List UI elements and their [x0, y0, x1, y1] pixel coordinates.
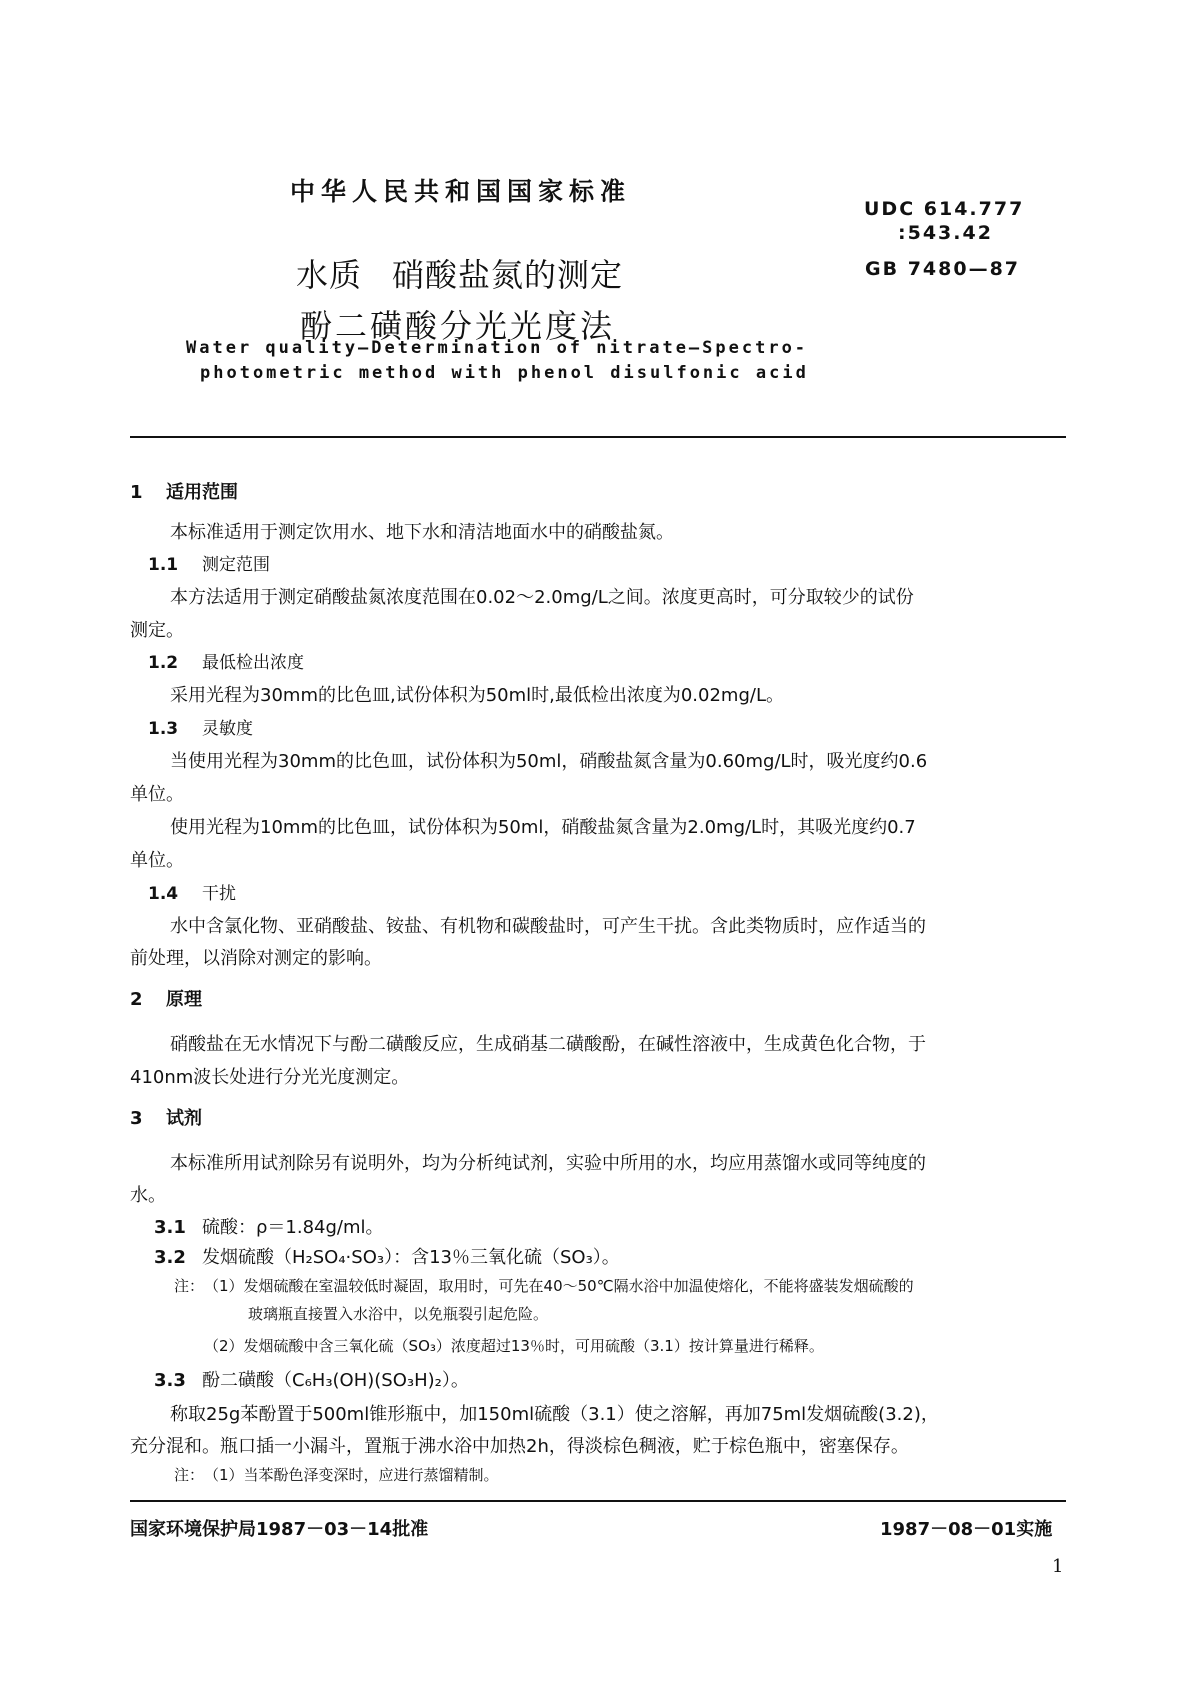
subsection-1-1-heading [148, 550, 270, 575]
subsection-number: 1.2 [148, 653, 179, 673]
section-3-heading [130, 1104, 202, 1130]
implementation-date: 1987－08－01实施 [880, 1519, 1053, 1540]
subsection-1-2-text: 采用光程为30mm的比色皿,试份体积为50ml时,最低检出浓度为0.02mg/L。 [170, 685, 784, 706]
section-1-heading [130, 478, 238, 504]
subsection-1-3-text1-b: 单位。 [130, 784, 184, 805]
section-1-intro: 本标准适用于测定饮用水、地下水和清洁地面水中的硝酸盐氮。 [170, 522, 674, 543]
section-title: 适用范围 [166, 482, 238, 503]
note-3-2-1-b: 玻璃瓶直接置入水浴中，以免瓶裂引起危险。 [248, 1305, 549, 1323]
note-3-3-1 [174, 1464, 499, 1485]
subsection-number: 1.3 [148, 719, 179, 739]
subsection-1-4-text-b: 前处理，以消除对测定的影响。 [130, 948, 382, 969]
english-title-line1: Water quality—Determination of nitrate—Spectro- [186, 338, 809, 358]
subsection-1-4-heading [148, 879, 236, 904]
section-2-heading [130, 985, 202, 1011]
subsection-text: 发烟硫酸（H₂SO₄·SO₃）：含13％三氧化硫（SO₃）。 [202, 1247, 620, 1268]
subsection-1-1-text-b: 测定。 [130, 620, 184, 641]
footer-divider [130, 1500, 1066, 1502]
subsection-number: 3.2 [154, 1247, 186, 1268]
subsection-1-4-text-a: 水中含氯化物、亚硝酸盐、铵盐、有机物和碳酸盐时，可产生干扰。含此类物质时，应作适当的 [170, 916, 926, 937]
subsection-1-2-heading [148, 648, 304, 673]
title-line1-part-a: 水质 [296, 256, 363, 294]
section-number: 3 [130, 1108, 143, 1129]
subsection-title: 测定范围 [202, 555, 270, 575]
note-label: 注： [174, 1466, 205, 1484]
title-line1-part-b: 硝酸盐氮的测定 [392, 256, 624, 294]
subsection-number: 3.3 [154, 1370, 186, 1391]
gb-code: GB 7480—87 [865, 258, 1021, 280]
section-2-text-a: 硝酸盐在无水情况下与酚二磺酸反应，生成硝基二磺酸酚，在碱性溶液中，生成黄色化合物，于 [170, 1034, 926, 1055]
subsection-3-3 [154, 1366, 469, 1392]
note-3-2-2: （2）发烟硫酸中含三氧化硫（SO₃）浓度超过13％时，可用硫酸（3.1）按计算量进行稀释。 [204, 1337, 824, 1355]
note-3-2-1-a [174, 1275, 914, 1296]
subsection-1-3-text2-b: 单位。 [130, 850, 184, 871]
section-2-text-b: 410nm波长处进行分光光度测定。 [130, 1067, 410, 1088]
subsection-title: 灵敏度 [202, 719, 253, 739]
subsection-3-3-body-a: 称取25g苯酚置于500ml锥形瓶中，加150ml硫酸（3.1）使之溶解，再加75ml发烟硫酸(3.2)， [170, 1404, 939, 1425]
header-divider [130, 436, 1066, 438]
section-3-intro-a: 本标准所用试剂除另有说明外，均为分析纯试剂，实验中所用的水，均应用蒸馏水或同等纯度的 [170, 1153, 926, 1174]
section-title: 试剂 [166, 1108, 202, 1129]
subsection-title: 最低检出浓度 [202, 653, 304, 673]
approval-date: 国家环境保护局1987－03－14批准 [130, 1519, 429, 1540]
subsection-1-3-heading [148, 714, 253, 739]
subsection-number: 3.1 [154, 1217, 186, 1238]
udc-code-line1: UDC 614.777 [864, 198, 1025, 220]
subsection-1-3-text2-a: 使用光程为10mm的比色皿，试份体积为50ml，硝酸盐氮含量为2.0mg/L时，其吸光度约0.7 [170, 817, 916, 838]
udc-code-line2: :543.42 [898, 222, 993, 244]
subsection-3-3-body-b: 充分混和。瓶口插一小漏斗，置瓶于沸水浴中加热2h，得淡棕色稠液，贮于棕色瓶中，密塞保存。 [130, 1436, 909, 1457]
subsection-text: 酚二磺酸（C₆H₃(OH)(SO₃H)₂）。 [202, 1370, 469, 1391]
subsection-3-2 [154, 1243, 620, 1269]
section-number: 1 [130, 482, 143, 503]
page-number: 1 [1052, 1556, 1064, 1577]
note-label: 注： [174, 1277, 205, 1295]
title-line2: 酚二磺酸分光光度法 [300, 307, 616, 345]
english-title-line2: photometric method with phenol disulfonic acid [200, 363, 809, 383]
subsection-text: 硫酸：ρ＝1.84g/ml。 [202, 1217, 384, 1238]
subsection-1-3-text1-a: 当使用光程为30mm的比色皿，试份体积为50ml，硝酸盐氮含量为0.60mg/L时，吸光度约0.6 [170, 751, 928, 772]
subsection-3-1 [154, 1213, 384, 1239]
note-text: （1）当苯酚色泽变深时，应进行蒸馏精制。 [204, 1466, 499, 1484]
standard-type-heading: 中华人民共和国国家标准 [290, 177, 632, 206]
title-line1 [296, 250, 623, 296]
subsection-title: 干扰 [202, 884, 236, 904]
section-title: 原理 [166, 989, 202, 1010]
subsection-number: 1.1 [148, 555, 179, 575]
note-text: （1）发烟硫酸在室温较低时凝固，取用时，可先在40～50℃隔水浴中加温使熔化，不能将盛装发烟硫酸的 [204, 1277, 914, 1295]
section-number: 2 [130, 989, 143, 1010]
section-3-intro-b: 水。 [130, 1185, 166, 1206]
subsection-1-1-text-a: 本方法适用于测定硝酸盐氮浓度范围在0.02～2.0mg/L之间。浓度更高时，可分取较少的试份 [170, 587, 914, 608]
subsection-number: 1.4 [148, 884, 179, 904]
